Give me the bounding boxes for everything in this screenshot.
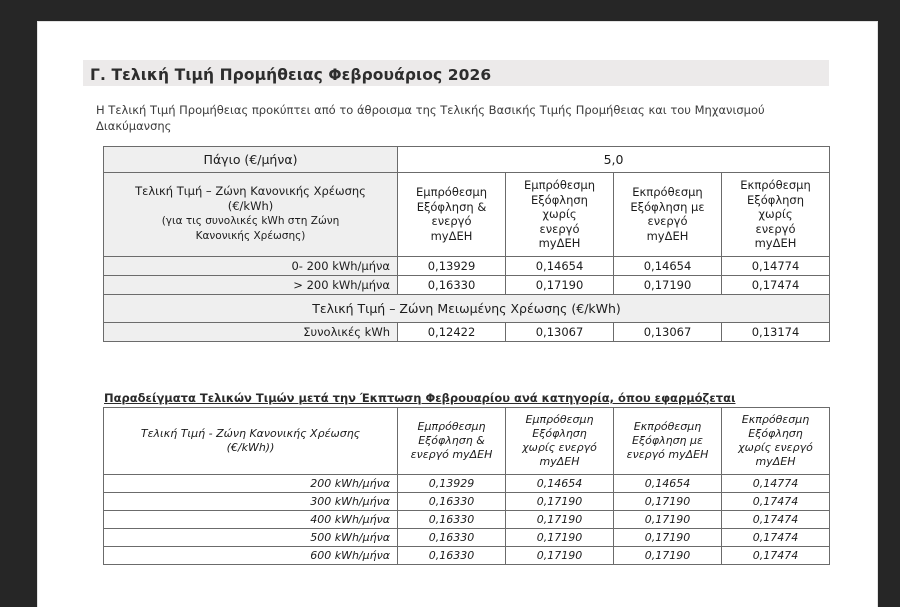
cell-tier1-c1: 0,13929	[398, 256, 506, 275]
examples-cell-600-c1: 0,16330	[398, 547, 506, 565]
examples-cell-600-c2: 0,17190	[506, 547, 614, 565]
col3-line1: Εκπρόθεσμη	[632, 185, 703, 200]
col4-line2: Εξόφληση	[747, 192, 804, 207]
examples-cell-600-c3: 0,17190	[614, 547, 722, 565]
cell-tier2-c3: 0,17190	[614, 275, 722, 294]
examples-header-line1: Τελική Τιμή - Ζώνη Κανονικής Χρέωσης	[140, 427, 361, 440]
table-row-column-headers	[104, 173, 830, 257]
cell-total-c1: 0,12422	[398, 322, 506, 341]
t2-col1-line3: ενεργό myΔΕΗ	[410, 448, 493, 461]
column-header-ontime-inactive	[506, 173, 614, 257]
normal-zone-header-line1: Τελική Τιμή – Ζώνη Κανονικής Χρέωσης	[135, 184, 366, 199]
examples-column-header-ontime-inactive	[506, 408, 614, 475]
col1-line2: Εξόφληση &	[416, 199, 487, 214]
cell-tier1-c4: 0,14774	[722, 256, 830, 275]
cell-tier2-c1: 0,16330	[398, 275, 506, 294]
cell-tier1-c3: 0,14654	[614, 256, 722, 275]
final-supply-price-table	[103, 146, 830, 342]
col3-line2: Εξόφληση με	[630, 199, 705, 214]
table-row	[104, 475, 830, 493]
col4-line1: Εκπρόθεσμη	[740, 178, 811, 192]
col2-line1: Εμπρόθεσμη	[524, 178, 595, 192]
examples-row-label-500: 500 kWh/μήνα	[104, 529, 398, 547]
table-row	[104, 256, 830, 275]
examples-row-label-200: 200 kWh/μήνα	[104, 475, 398, 493]
examples-row-header	[104, 408, 398, 475]
table-row	[104, 511, 830, 529]
examples-cell-500-c3: 0,17190	[614, 529, 722, 547]
examples-cell-300-c4: 0,17474	[722, 493, 830, 511]
table-row	[104, 275, 830, 294]
examples-row-label-600: 600 kWh/μήνα	[104, 547, 398, 565]
examples-cell-600-c4: 0,17474	[722, 547, 830, 565]
col3-line3: ενεργό	[647, 214, 688, 229]
table-row	[104, 529, 830, 547]
normal-zone-header-line4: Κανονικής Χρέωσης)	[195, 230, 306, 243]
examples-column-header-late-active	[614, 408, 722, 475]
t2-col3-line2: Εξόφληση με	[632, 434, 703, 447]
col2-line2: Εξόφληση	[531, 192, 588, 207]
table-row	[104, 547, 830, 565]
normal-zone-header-line3: (για τις συνολικές kWh στη Ζώνη	[161, 215, 340, 228]
t2-col4-line1: Εκπρόθεσμη	[741, 413, 810, 426]
t2-col2-line1: Εμπρόθεσμη	[525, 413, 594, 426]
t2-col3-line1: Εκπρόθεσμη	[633, 420, 702, 433]
page-title: Γ. Τελική Τιμή Προμήθειας Φεβρουάριος 2026	[90, 66, 492, 84]
document-page	[38, 22, 877, 607]
examples-cell-200-c2: 0,14654	[506, 475, 614, 493]
table-row	[104, 322, 830, 341]
cell-total-c4: 0,13174	[722, 322, 830, 341]
col4-line4: ενεργό	[755, 221, 796, 236]
examples-column-header-ontime-active	[398, 408, 506, 475]
t2-col1-line2: Εξόφληση &	[418, 434, 485, 447]
examples-cell-500-c1: 0,16330	[398, 529, 506, 547]
col4-line5: myΔΕΗ	[754, 236, 797, 250]
examples-section-title: Παραδείγματα Τελικών Τιμών μετά την Έκπτωση Φεβρουαρίου ανά κατηγορία, όπου εφαρμόζεται	[104, 391, 736, 405]
intro-paragraph: Η Τελική Τιμή Προμήθειας προκύπτει από το άθροισμα της Τελικής Βασικής Τιμής Προμήθειας και του Μηχανισμού Διακύμανσης	[96, 103, 765, 133]
examples-cell-300-c3: 0,17190	[614, 493, 722, 511]
row-label-tier2: > 200 kWh/μήνα	[104, 275, 398, 294]
examples-cell-400-c2: 0,17190	[506, 511, 614, 529]
t2-col4-line3: χωρίς ενεργό	[738, 441, 813, 454]
examples-cell-300-c2: 0,17190	[506, 493, 614, 511]
examples-cell-200-c1: 0,13929	[398, 475, 506, 493]
examples-cell-200-c3: 0,14654	[614, 475, 722, 493]
t2-col2-line4: myΔΕΗ	[539, 455, 580, 468]
col4-line3: χωρίς	[758, 207, 793, 221]
table-row-column-headers	[104, 408, 830, 475]
cell-tier2-c4: 0,17474	[722, 275, 830, 294]
table-row-reduced-zone-band	[104, 294, 830, 322]
reduced-zone-band-label: Τελική Τιμή – Ζώνη Μειωμένης Χρέωσης (€/kWh)	[104, 294, 830, 322]
examples-cell-500-c2: 0,17190	[506, 529, 614, 547]
col2-line3: χωρίς	[542, 207, 577, 221]
table-row-fixed-fee	[104, 147, 830, 173]
row-label-total-kwh: Συνολικές kWh	[104, 322, 398, 341]
fixed-fee-label: Πάγιο (€/μήνα)	[104, 147, 398, 173]
t2-col3-line3: ενεργό myΔΕΗ	[626, 448, 709, 461]
examples-cell-200-c4: 0,14774	[722, 475, 830, 493]
examples-cell-400-c3: 0,17190	[614, 511, 722, 529]
t2-col2-line2: Εξόφληση	[532, 427, 587, 440]
col3-line4: myΔΕΗ	[646, 228, 689, 243]
examples-cell-500-c4: 0,17474	[722, 529, 830, 547]
t2-col4-line4: myΔΕΗ	[755, 455, 796, 468]
normal-zone-row-header	[104, 173, 398, 257]
examples-row-label-400: 400 kWh/μήνα	[104, 511, 398, 529]
examples-final-prices-table	[103, 407, 830, 565]
col2-line5: myΔΕΗ	[538, 236, 581, 250]
table-row	[104, 493, 830, 511]
col2-line4: ενεργό	[539, 221, 580, 236]
normal-zone-header-line2: (€/kWh)	[227, 199, 274, 214]
fixed-fee-value: 5,0	[398, 147, 830, 173]
t2-col2-line3: χωρίς ενεργό	[522, 441, 597, 454]
examples-cell-400-c4: 0,17474	[722, 511, 830, 529]
examples-column-header-late-inactive	[722, 408, 830, 475]
column-header-late-active	[614, 173, 722, 257]
examples-cell-300-c1: 0,16330	[398, 493, 506, 511]
t2-col1-line1: Εμπρόθεσμη	[417, 420, 486, 433]
row-label-tier1: 0- 200 kWh/μήνα	[104, 256, 398, 275]
examples-cell-400-c1: 0,16330	[398, 511, 506, 529]
cell-total-c2: 0,13067	[506, 322, 614, 341]
examples-header-line2: (€/kWh))	[226, 441, 275, 454]
col1-line3: ενεργό	[431, 214, 472, 229]
col1-line4: myΔΕΗ	[430, 228, 473, 243]
cell-tier2-c2: 0,17190	[506, 275, 614, 294]
cell-tier1-c2: 0,14654	[506, 256, 614, 275]
column-header-late-inactive	[722, 173, 830, 257]
col1-line1: Εμπρόθεσμη	[416, 185, 487, 200]
examples-row-label-300: 300 kWh/μήνα	[104, 493, 398, 511]
column-header-ontime-active	[398, 173, 506, 257]
cell-total-c3: 0,13067	[614, 322, 722, 341]
t2-col4-line2: Εξόφληση	[748, 427, 803, 440]
